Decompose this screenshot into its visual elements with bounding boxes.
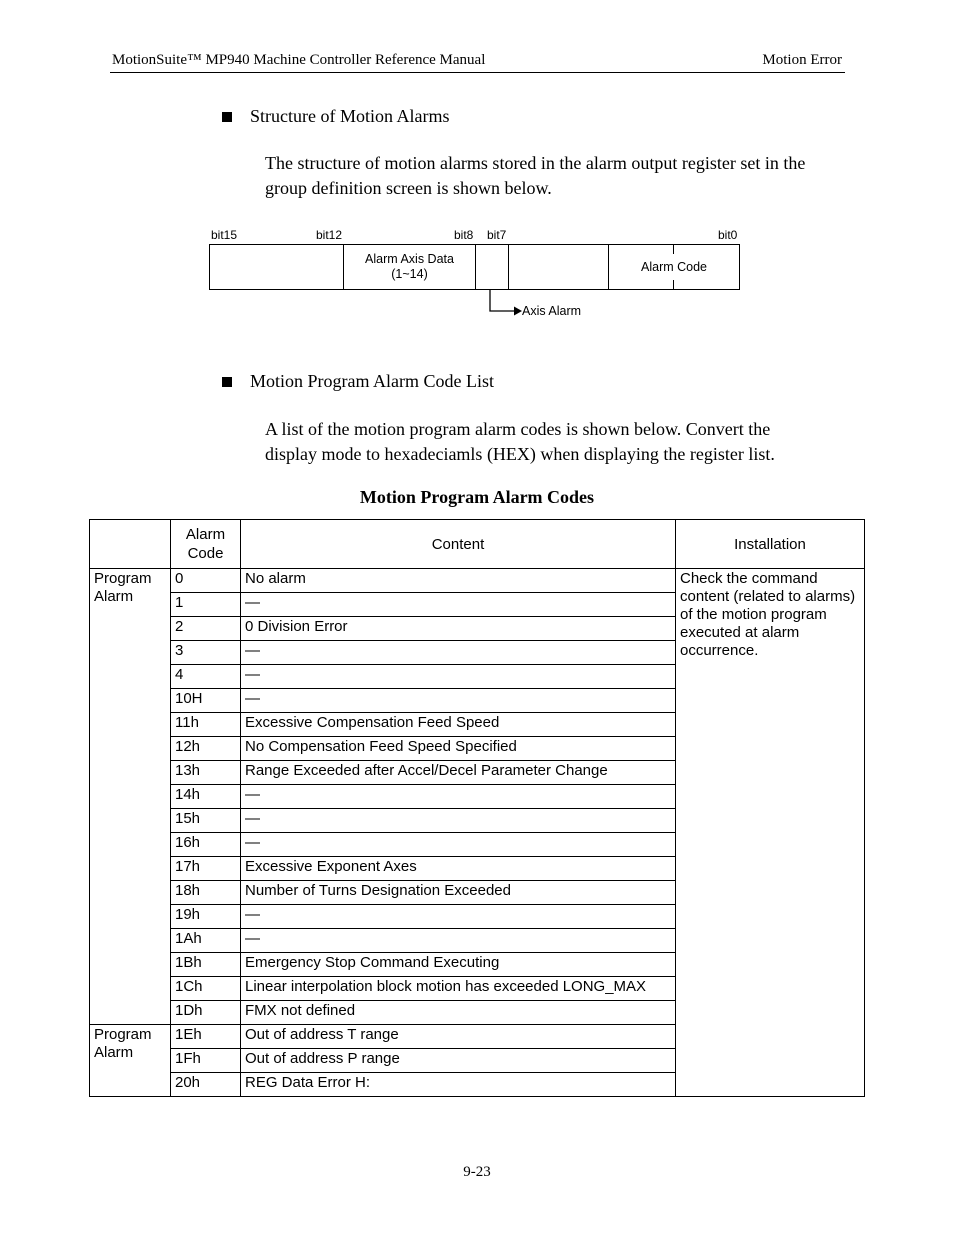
table-row [90, 569, 865, 593]
alarm-code-cell: 20h [171, 1073, 241, 1097]
content-cell: — [241, 785, 676, 809]
alarm-code-cell: 18h [171, 881, 241, 905]
alarm-code-cell: 1Bh [171, 953, 241, 977]
section-paragraph-structure [265, 151, 845, 200]
alarm-bit-diagram [209, 244, 740, 290]
content-cell: — [241, 641, 676, 665]
content-cell: FMX not defined [241, 1001, 676, 1025]
content-cell: Emergency Stop Command Executing [241, 953, 676, 977]
header-installation: Installation [676, 520, 865, 569]
chapter-title: Motion Error [762, 52, 842, 68]
content-cell: No Compensation Feed Speed Specified [241, 737, 676, 761]
paragraph-line: display mode to hexadeciamls (HEX) when displaying the register list. [265, 443, 775, 464]
alarm-code-cell: 13h [171, 761, 241, 785]
content-cell: Out of address P range [241, 1049, 676, 1073]
alarm-code-cell: 14h [171, 785, 241, 809]
category-label: Program [94, 570, 152, 587]
alarm-code-cell: 1Ch [171, 977, 241, 1001]
content-cell: — [241, 905, 676, 929]
header-content: Content [241, 520, 676, 569]
bit-label-15: bit15 [211, 228, 238, 242]
table-header-row [90, 520, 865, 569]
content-cell: — [241, 833, 676, 857]
page-number: 9-23 [463, 1164, 491, 1180]
category-label: Alarm [94, 1044, 134, 1061]
content-cell: — [241, 809, 676, 833]
content-cell: Out of address T range [241, 1025, 676, 1049]
paragraph-line: group definition screen is shown below. [265, 177, 552, 198]
paragraph-line: The structure of motion alarms stored in the alarm output register set in the [265, 153, 806, 173]
alarm-code-table [89, 519, 865, 1097]
category-label: Program [94, 1026, 152, 1043]
alarm-code-cell: 1Eh [171, 1025, 241, 1049]
axis-data-range: (1~14) [391, 267, 428, 281]
content-cell: — [241, 593, 676, 617]
section-heading-structure: Structure of Motion Alarms [250, 106, 450, 126]
category-cell [90, 569, 171, 1025]
header-alarm-code [171, 520, 241, 569]
alarm-code-cell: 0 [171, 569, 241, 593]
content-cell: Excessive Compensation Feed Speed [241, 713, 676, 737]
alarm-code-cell: 15h [171, 809, 241, 833]
content-cell: Range Exceeded after Accel/Decel Parameter Change [241, 761, 676, 785]
header-alarm-code-line: Code [187, 545, 224, 562]
bit-label-12: bit12 [316, 228, 343, 242]
installation-cell: Check the command content (related to alarms) of the motion program executed at alarm occurrence. [676, 569, 865, 1097]
tick-top [673, 245, 674, 254]
content-cell: REG Data Error H: [241, 1073, 676, 1097]
square-bullet-icon [222, 377, 232, 387]
alarm-code-cell: 16h [171, 833, 241, 857]
bit-label-8: bit8 [454, 228, 474, 242]
alarm-code-cell: 1Dh [171, 1001, 241, 1025]
content-cell: Linear interpolation block motion has exceeded LONG_MAX [241, 977, 676, 1001]
category-label: Alarm [94, 588, 134, 605]
alarm-code-field: Alarm Code [641, 260, 707, 274]
alarm-code-cell: 19h [171, 905, 241, 929]
alarm-code-cell: 12h [171, 737, 241, 761]
content-cell: — [241, 929, 676, 953]
divider-bit8 [475, 245, 476, 289]
section-paragraph-alarm-list [265, 417, 845, 466]
tick-bottom [673, 280, 674, 289]
header-rule [110, 72, 845, 73]
paragraph-line: A list of the motion program alarm codes is shown below. Convert the [265, 419, 771, 439]
square-bullet-icon [222, 112, 232, 122]
axis-data-label: Alarm Axis Data [365, 252, 454, 266]
alarm-code-cell: 1Ah [171, 929, 241, 953]
table-title: Motion Program Alarm Codes [359, 487, 595, 507]
content-cell: No alarm [241, 569, 676, 593]
alarm-code-cell: 10H [171, 689, 241, 713]
section-heading-alarm-list: Motion Program Alarm Code List [250, 371, 494, 391]
content-cell: Excessive Exponent Axes [241, 857, 676, 881]
alarm-code-cell: 1 [171, 593, 241, 617]
alarm-axis-data-field [344, 252, 475, 282]
header-category [90, 520, 171, 569]
alarm-code-cell: 1Fh [171, 1049, 241, 1073]
alarm-code-cell: 4 [171, 665, 241, 689]
bit-label-0: bit0 [718, 228, 738, 242]
content-cell: — [241, 689, 676, 713]
content-cell: Number of Turns Designation Exceeded [241, 881, 676, 905]
alarm-code-cell: 2 [171, 617, 241, 641]
category-cell [90, 1025, 171, 1097]
alarm-code-cell: 11h [171, 713, 241, 737]
alarm-code-cell: 17h [171, 857, 241, 881]
manual-title: MotionSuite™ MP940 Machine Controller Reference Manual [112, 52, 486, 68]
bit-label-7: bit7 [487, 228, 507, 242]
alarm-code-cell: 3 [171, 641, 241, 665]
content-cell: 0 Division Error [241, 617, 676, 641]
content-cell: — [241, 665, 676, 689]
divider-bit7 [508, 245, 509, 289]
axis-alarm-label: Axis Alarm [522, 304, 582, 318]
header-alarm-code-line: Alarm [185, 526, 226, 543]
